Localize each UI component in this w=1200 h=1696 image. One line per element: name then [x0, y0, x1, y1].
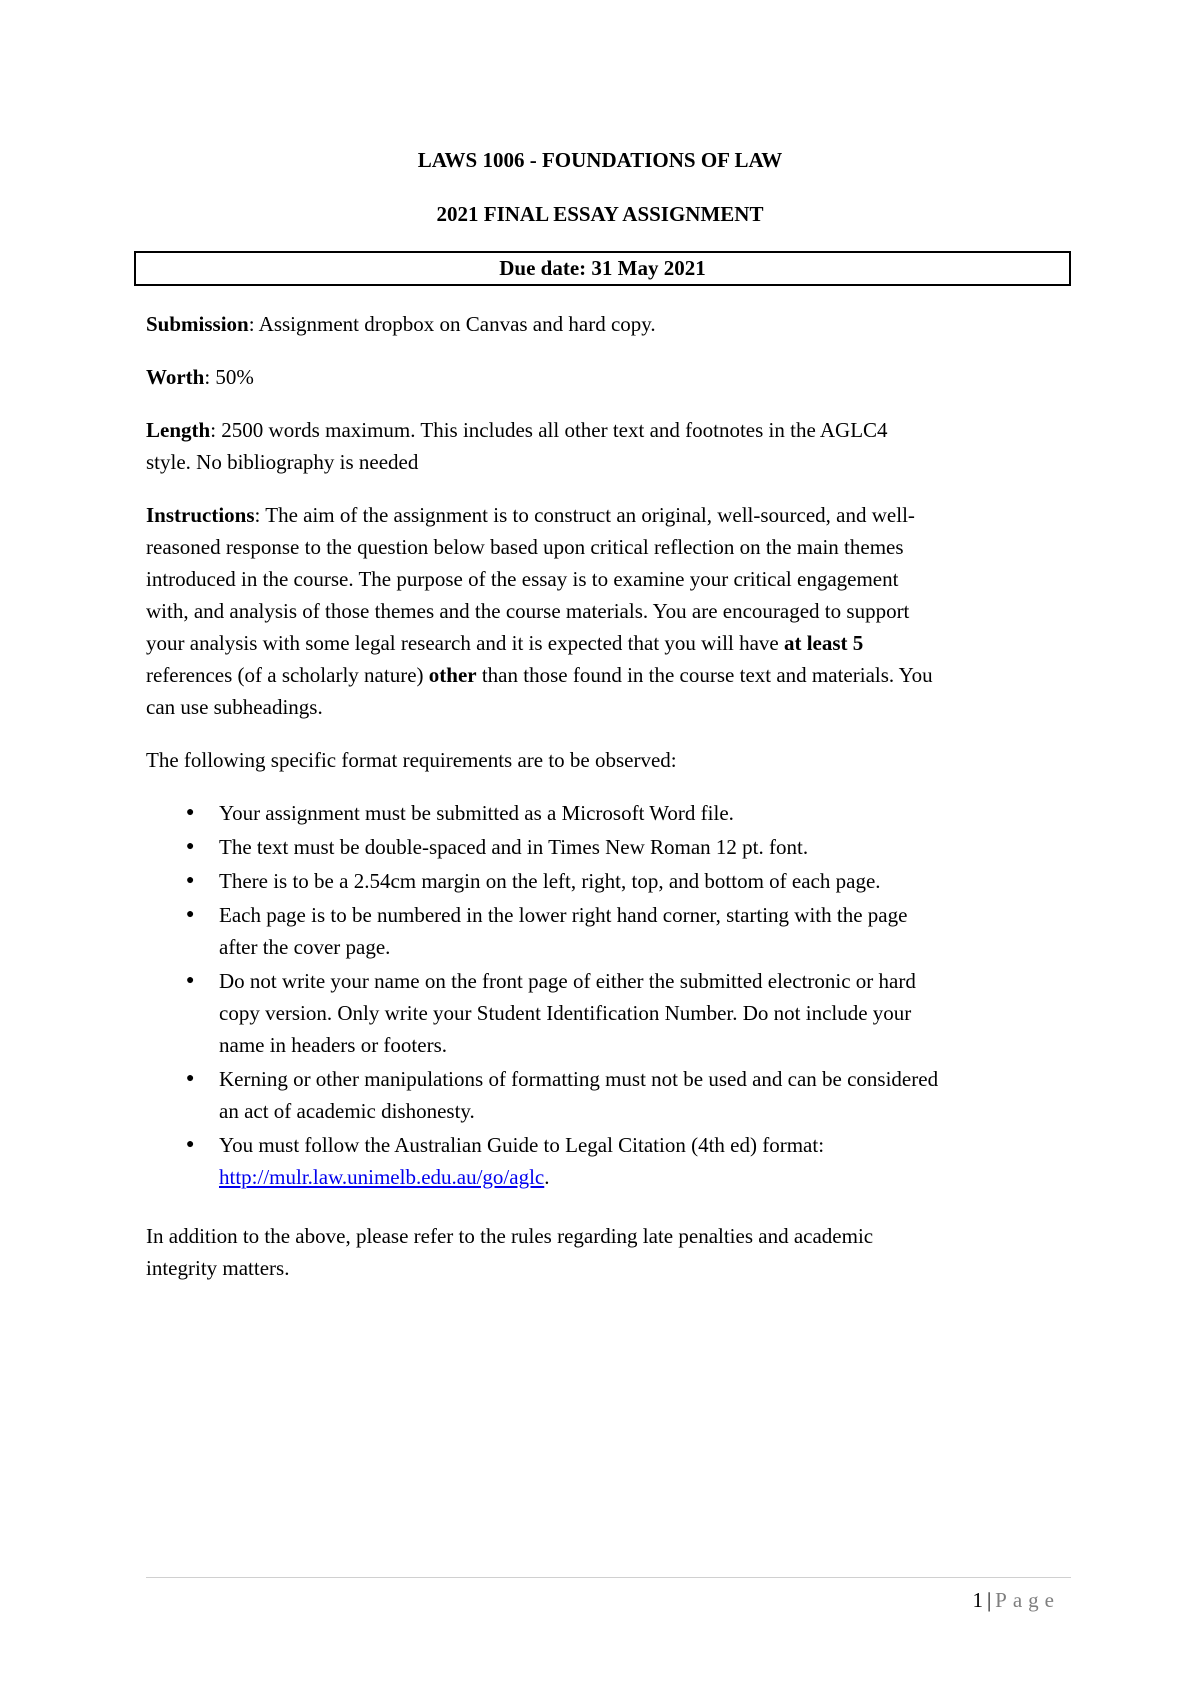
list-item [146, 965, 1071, 1061]
worth-text: : 50% [204, 365, 254, 389]
addition-paragraph [146, 1220, 1071, 1284]
worth-paragraph [146, 361, 1071, 393]
instructions-line6-end: than those found in the course text and materials. You [476, 663, 933, 687]
format-requirements-list [146, 797, 1071, 1195]
instructions-line2: reasoned response to the question below based upon critical reflection on the main themes [146, 535, 904, 559]
format-intro: The following specific format requirements are to be observed: [146, 748, 677, 772]
addition-line1: In addition to the above, please refer to the rules regarding late penalties and academic [146, 1224, 874, 1248]
page-number: 1 [972, 1588, 983, 1612]
length-text-line2: style. No bibliography is needed [146, 450, 419, 474]
worth-label: Worth [146, 365, 205, 389]
instructions-label: Instructions [146, 503, 255, 527]
list-item [146, 865, 1071, 897]
list-item-text: an act of academic dishonesty. [219, 1099, 475, 1123]
list-item [146, 797, 1071, 829]
submission-label: Submission [146, 312, 249, 336]
list-item [146, 899, 1071, 963]
instructions-line4: with, and analysis of those themes and the course materials. You are encouraged to support [146, 599, 910, 623]
list-item-text: name in headers or footers. [219, 1033, 447, 1057]
bullet-icon: ● [186, 1137, 195, 1152]
list-item-text: The text must be double-spaced and in Times New Roman 12 pt. font. [219, 835, 809, 859]
length-text-line1: : 2500 words maximum. This includes all other text and footnotes in the AGLC4 [210, 418, 888, 442]
aglc-link[interactable]: http://mulr.law.unimelb.edu.au/go/aglc [219, 1165, 545, 1189]
addition-line2: integrity matters. [146, 1256, 290, 1280]
other-emphasis: other [428, 663, 477, 687]
page-word: Page [995, 1588, 1060, 1612]
bullet-icon: ● [186, 973, 195, 988]
instructions-line3: introduced in the course. The purpose of the essay is to examine your critical engagement [146, 567, 899, 591]
footer-divider [146, 1577, 1071, 1578]
instructions-line1: : The aim of the assignment is to construct an original, well-sourced, and well- [254, 503, 915, 527]
assignment-title: 2021 FINAL ESSAY ASSIGNMENT [436, 202, 764, 226]
course-title: LAWS 1006 - FOUNDATIONS OF LAW [417, 148, 783, 172]
bullet-icon: ● [186, 907, 195, 922]
at-least-5-emphasis: at least 5 [783, 631, 864, 655]
due-date-box: Due date: 31 May 2021 [134, 251, 1071, 286]
list-item-text: Each page is to be numbered in the lower right hand corner, starting with the page [219, 903, 908, 927]
bullet-icon: ● [186, 873, 195, 888]
bullet-icon: ● [186, 1071, 195, 1086]
link-suffix: . [544, 1165, 550, 1189]
list-item-text: Your assignment must be submitted as a Microsoft Word file. [219, 801, 734, 825]
list-item-text: Do not write your name on the front page of either the submitted electronic or hard [219, 969, 916, 993]
footer-separator: | [986, 1588, 992, 1612]
list-item [146, 831, 1071, 863]
list-item-text: You must follow the Australian Guide to Legal Citation (4th ed) format: [219, 1133, 825, 1157]
submission-text: : Assignment dropbox on Canvas and hard copy. [248, 312, 656, 336]
instructions-paragraph [146, 499, 1071, 723]
bullet-icon: ● [186, 805, 195, 820]
list-item [146, 1063, 1071, 1127]
length-paragraph [146, 414, 1071, 478]
list-item [146, 1129, 1071, 1193]
list-item-text: copy version. Only write your Student Identification Number. Do not include your [219, 1001, 912, 1025]
instructions-line5: your analysis with some legal research and it is expected that you will have [146, 631, 784, 655]
list-item-text: after the cover page. [219, 935, 391, 959]
page-footer [972, 1584, 1060, 1616]
instructions-line7: can use subheadings. [146, 695, 323, 719]
list-item-text: Kerning or other manipulations of formatting must not be used and can be considered [219, 1067, 939, 1091]
instructions-line6: references (of a scholarly nature) [146, 663, 429, 687]
list-item-text: There is to be a 2.54cm margin on the left, right, top, and bottom of each page. [219, 869, 881, 893]
length-label: Length [146, 418, 211, 442]
submission-paragraph [146, 308, 1071, 340]
bullet-icon: ● [186, 839, 195, 854]
